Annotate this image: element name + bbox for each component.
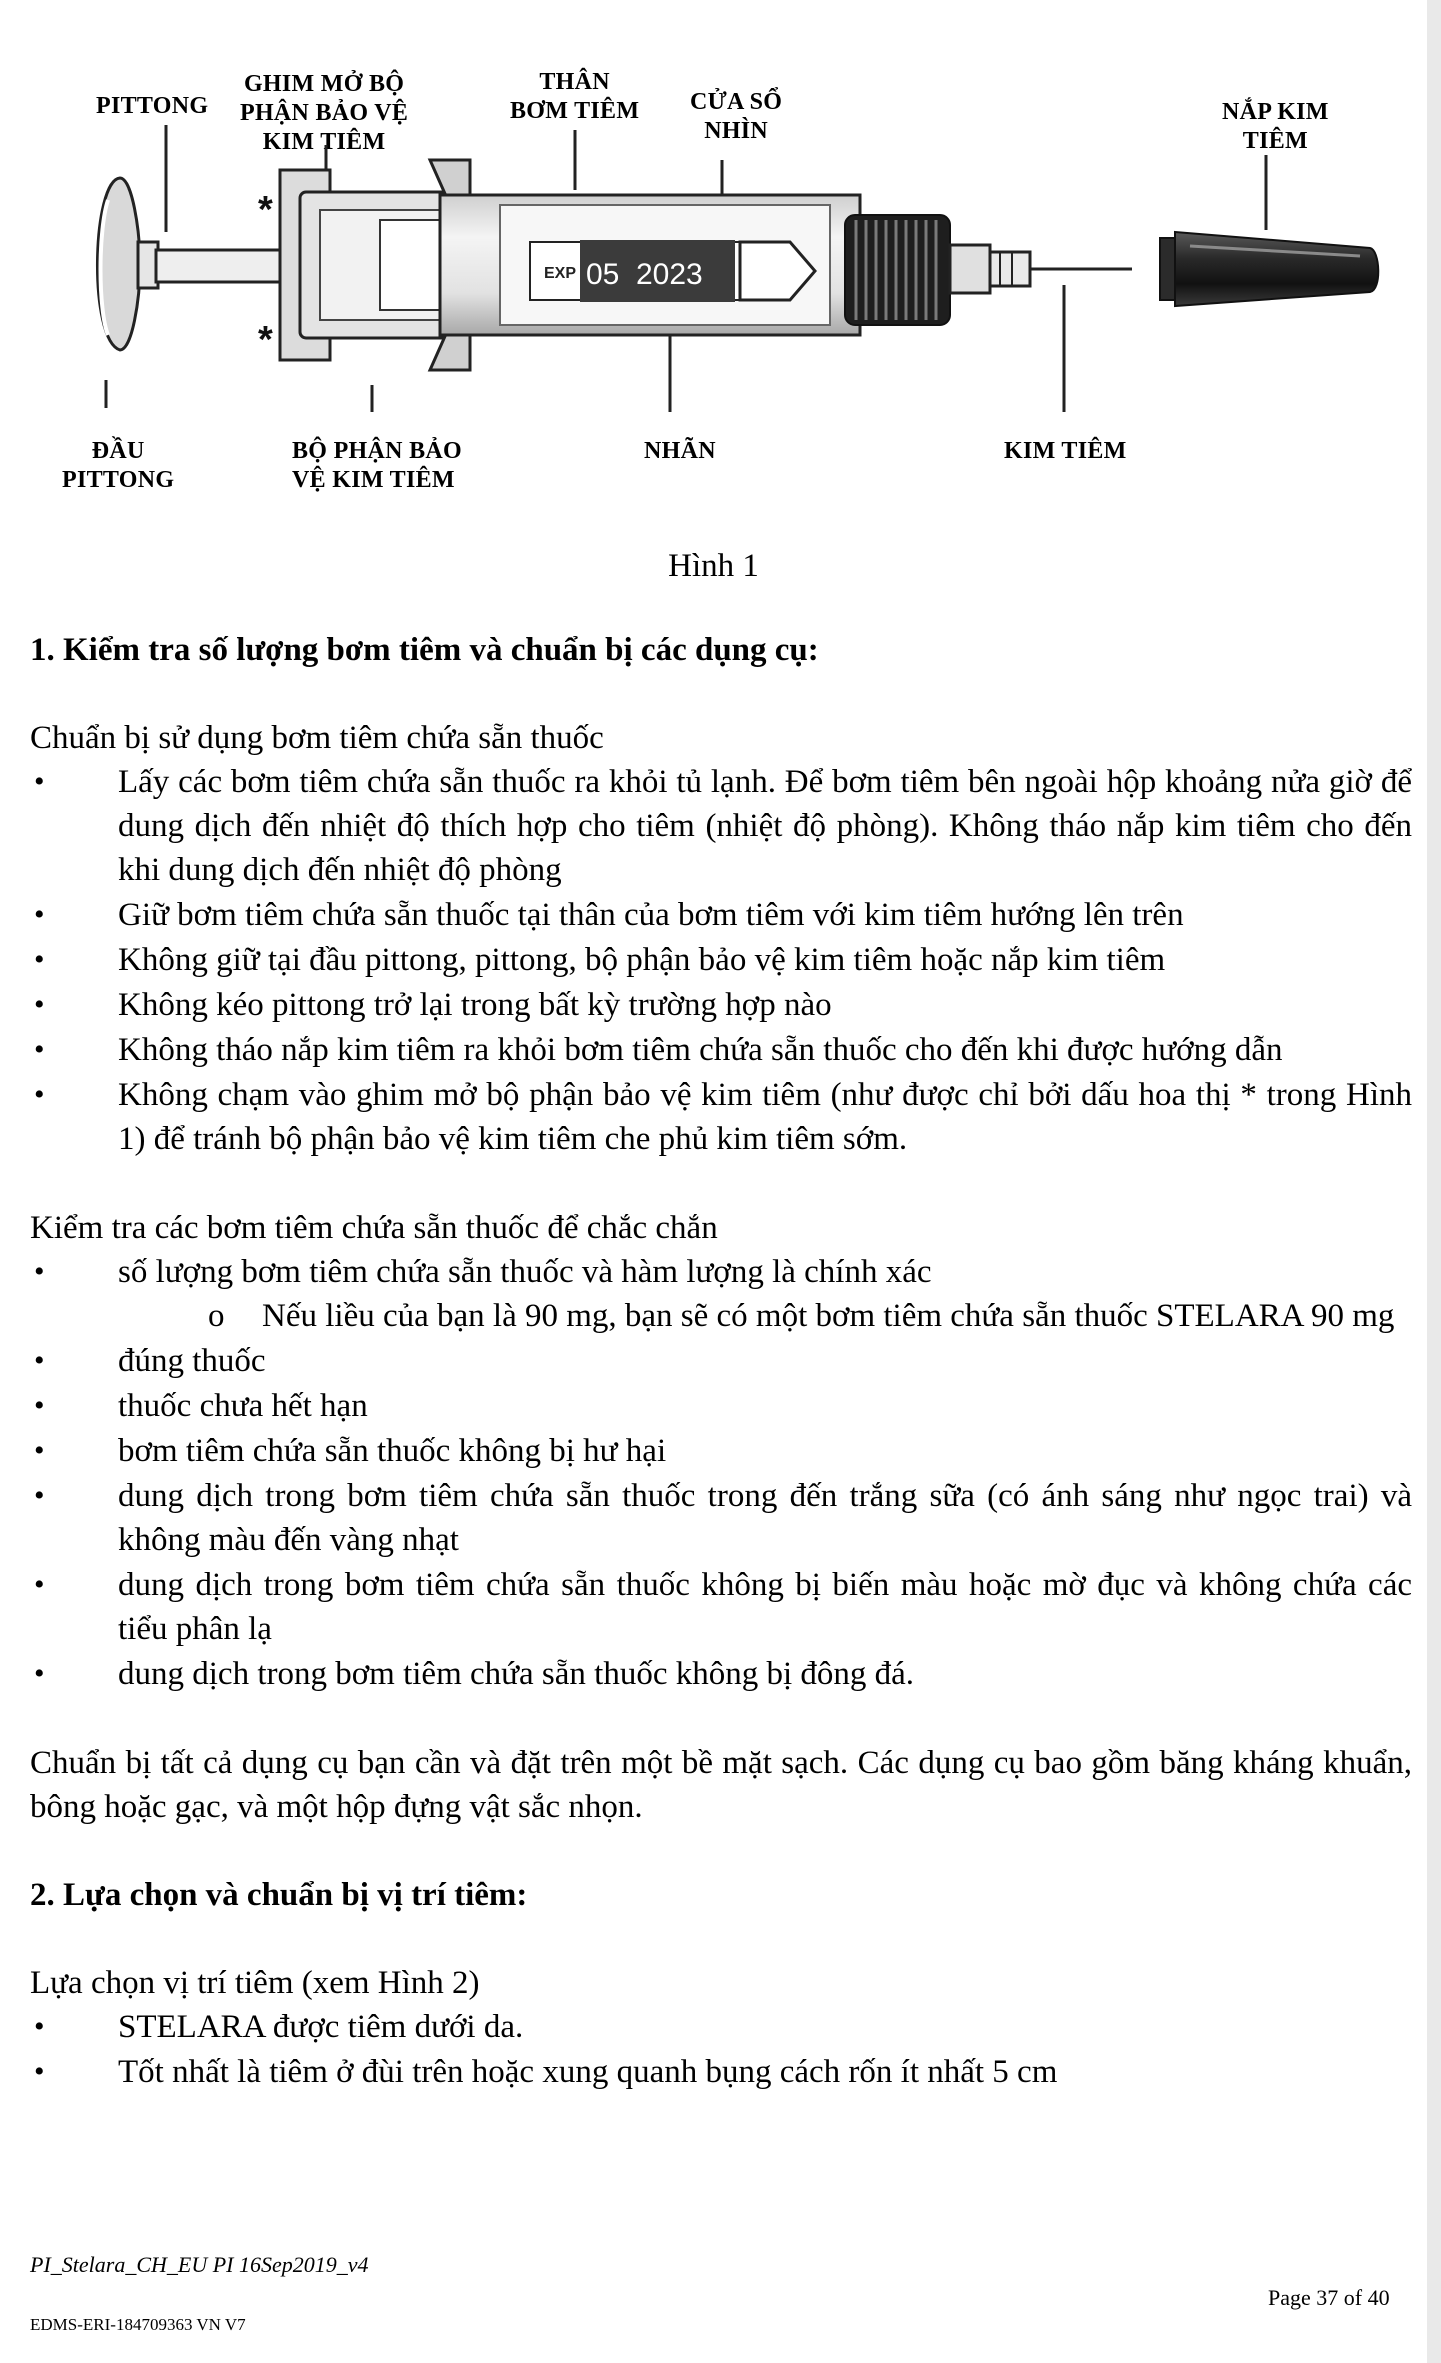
list-item: • Giữ bơm tiêm chứa sẵn thuốc tại thân của bơm tiêm với kim tiêm hướng lên trên [30,893,1412,937]
list-item: • thuốc chưa hết hạn [30,1384,1412,1428]
supplies-paragraph: Chuẩn bị tất cả dụng cụ bạn cần và đặt trên một bề mặt sạch. Các dụng cụ bao gồm băng kháng khuẩn, bông hoặc gạc, và một hộp đựng vật sắc nhọn. [30,1745,1412,1825]
plunger-head-shape [97,178,158,350]
label-guard-activation-clips: GHIM MỞ BỘ PHẬN BẢO VỆ KIM TIÊM [240,71,409,155]
list-item: • dung dịch trong bơm tiêm chứa sẵn thuốc không bị đông đá. [30,1652,1412,1696]
footer-edms: EDMS-ERI-184709363 VN V7 [30,2315,246,2334]
label-plunger: PITTONG [96,93,209,119]
check-list [30,1250,1412,1696]
list-item: • STELARA được tiêm dưới da. [30,2005,1412,2049]
figure-caption: Hình 1 [668,548,759,584]
exp-text: EXP [544,265,577,282]
label-label: NHÃN [644,438,716,464]
check-intro: Kiểm tra các bơm tiêm chứa sẵn thuốc để chắc chắn [30,1210,718,1246]
list-item: • bơm tiêm chứa sẵn thuốc không bị hư hại [30,1429,1412,1473]
label-syringe-body: THÂN BƠM TIÊM [510,69,640,124]
label-needle-cap: NẮP KIM TIÊM [1222,99,1329,154]
list-item: • dung dịch trong bơm tiêm chứa sẵn thuốc trong đến trắng sữa (có ánh sáng như ngọc trai) và không màu đến vàng nhạt [30,1474,1412,1562]
exp-year: 2023 [636,258,703,291]
page-edge [1427,0,1441,2363]
document-body [30,628,1412,2095]
label-needle: KIM TIÊM [1004,438,1127,464]
ribbed-collar [845,215,950,325]
prep-list [30,760,1412,1161]
page-number: Page 37 of 40 [1268,2285,1390,2310]
site-intro: Lựa chọn vị trí tiêm (xem Hình 2) [30,1965,480,2001]
check-sublist [118,1294,1412,1338]
needle-hub [950,245,1030,293]
list-item: • Không kéo pittong trở lại trong bất kỳ trường hợp nào [30,983,1412,1027]
asterisk-bottom: * [258,319,273,361]
site-list [30,2005,1412,2094]
syringe-figure [0,0,1427,520]
prep-intro: Chuẩn bị sử dụng bơm tiêm chứa sẵn thuốc [30,720,604,756]
sub-list-item: o Nếu liều của bạn là 90 mg, bạn sẽ có một bơm tiêm chứa sẵn thuốc STELARA 90 mg [118,1294,1412,1338]
footer-doc-id: PI_Stelara_CH_EU PI 16Sep2019_v4 [30,2252,369,2277]
label-plunger-head: ĐẦU PITTONG [62,438,175,493]
label-needle-guard: BỘ PHẬN BẢO VỆ KIM TIÊM [292,438,462,493]
needle-cap-shape [1160,232,1378,306]
label-viewing-window: CỬA SỔ NHÌN [690,89,783,144]
list-item: • Tốt nhất là tiêm ở đùi trên hoặc xung quanh bụng cách rốn ít nhất 5 cm [30,2050,1412,2094]
exp-month: 05 [586,258,620,291]
list-item: • dung dịch trong bơm tiêm chứa sẵn thuốc không bị biến màu hoặc mờ đục và không chứa các tiểu phân lạ [30,1563,1412,1651]
section2-heading: 2. Lựa chọn và chuẩn bị vị trí tiêm: [30,1877,528,1913]
section1-heading: 1. Kiểm tra số lượng bơm tiêm và chuẩn bị các dụng cụ: [30,632,819,668]
syringe-illustration [0,0,1427,440]
list-item: • đúng thuốc [30,1339,1412,1383]
list-item: • Lấy các bơm tiêm chứa sẵn thuốc ra khỏi tủ lạnh. Để bơm tiêm bên ngoài hộp khoảng nửa giờ để dung dịch đến nhiệt độ thích hợp cho tiêm (nhiệt độ phòng). Không tháo nắp kim tiêm cho đến khi dung dịch đến nhiệt độ phòng [30,760,1412,892]
list-item: • Không chạm vào ghim mở bộ phận bảo vệ kim tiêm (như được chỉ bởi dấu hoa thị * trong Hình 1) để tránh bộ phận bảo vệ kim tiêm che phủ kim tiêm sớm. [30,1073,1412,1161]
asterisk-top: * [258,189,273,231]
list-item: • Không tháo nắp kim tiêm ra khỏi bơm tiêm chứa sẵn thuốc cho đến khi được hướng dẫn [30,1028,1412,1072]
list-item: • Không giữ tại đầu pittong, pittong, bộ phận bảo vệ kim tiêm hoặc nắp kim tiêm [30,938,1412,982]
check-first: số lượng bơm tiêm chứa sẵn thuốc và hàm lượng là chính xác [118,1254,932,1290]
list-item [30,1250,1412,1338]
